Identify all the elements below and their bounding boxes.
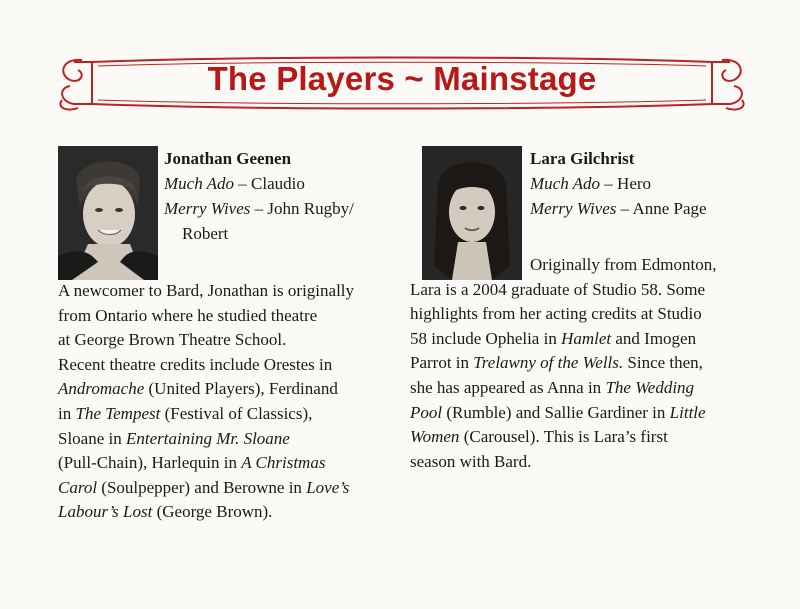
bio-text: Since then, — [623, 353, 703, 373]
role-name-continued: Robert — [182, 224, 229, 243]
page-title: The Players ~ Mainstage — [207, 60, 597, 97]
bio-text: Lara is a 2004 graduate of Studio 58. Some — [410, 279, 706, 299]
role-name: Hero — [617, 174, 652, 193]
bio-text: Recent theatre credits include Orestes in — [58, 354, 333, 374]
bio-line — [58, 451, 354, 476]
bio-italic-title: Love’s — [306, 477, 350, 497]
headshot-photo-jonathan — [58, 146, 158, 280]
bio-line — [410, 302, 717, 327]
cast-credit-lara — [530, 146, 707, 221]
bio-text: Originally from Edmonton, — [530, 255, 717, 274]
play-title: Merry Wives — [530, 199, 617, 218]
bio-line — [410, 327, 717, 352]
bio-text: (Carousel). This is Lara’s first — [459, 427, 668, 447]
bio-jonathan — [58, 279, 354, 525]
bio-text: (Soulpepper) and Berowne in — [97, 477, 307, 497]
bio-text: (United Players), Ferdinand — [144, 379, 338, 399]
bio-lara — [410, 253, 717, 474]
bio-line — [410, 253, 717, 278]
role-name: Claudio — [251, 174, 305, 193]
bio-italic-title: The Tempest — [75, 403, 161, 423]
bio-text: 58 include Ophelia in — [410, 328, 562, 348]
bio-text: highlights from her acting credits at Studio — [410, 304, 702, 324]
bio-text: and Imogen — [611, 328, 697, 348]
bio-line — [410, 351, 717, 376]
bio-line — [58, 328, 354, 353]
bio-text: in — [58, 403, 76, 423]
bio-text: A newcomer to Bard, Jonathan is originally — [58, 281, 355, 300]
role-line — [530, 196, 707, 221]
bio-line — [58, 353, 354, 378]
bio-text: Sloane in — [58, 428, 126, 448]
bio-italic-title: The Wedding — [605, 377, 695, 397]
bio-text: season with Bard. — [410, 451, 532, 471]
bio-text: from Ontario where he studied theatre — [58, 305, 318, 325]
actor-name: Jonathan Geenen — [164, 149, 292, 168]
role-separator: – — [600, 174, 618, 193]
play-title: Much Ado — [530, 174, 601, 193]
bio-italic-title: Entertaining Mr. Sloane — [126, 428, 290, 448]
role-line — [164, 196, 354, 221]
bio-text: (Pull-Chain), Harlequin in — [58, 453, 242, 473]
bio-text: (Festival of Classics), — [160, 403, 313, 423]
bio-italic-title: Carol — [58, 477, 98, 497]
actor-name: Lara Gilchrist — [530, 149, 635, 168]
bio-line — [410, 425, 717, 450]
role-separator: – — [250, 199, 268, 218]
bio-line — [58, 427, 354, 452]
role-name: John Rugby/ — [267, 199, 354, 218]
bio-italic-title: Little — [669, 402, 706, 422]
play-title: Much Ado — [164, 174, 235, 193]
bio-line — [58, 377, 354, 402]
bio-text: (George Brown). — [152, 502, 273, 522]
bio-italic-title: Labour’s Lost — [58, 502, 153, 522]
bio-text: she has appeared as Anna in — [410, 377, 606, 397]
bio-text: (Rumble) and Sallie Gardiner in — [442, 402, 670, 422]
role-line — [164, 171, 354, 196]
bio-italic-title: Andromache — [58, 379, 145, 399]
bio-text: at George Brown Theatre School. — [58, 330, 287, 350]
role-line — [530, 171, 707, 196]
bio-italic-title: Trelawny of the Wells. — [473, 353, 624, 373]
bio-line — [410, 401, 717, 426]
bio-italic-title: Pool — [410, 402, 443, 422]
bio-line — [410, 376, 717, 401]
role-separator: – — [616, 199, 633, 218]
cast-credit-jonathan — [164, 146, 354, 246]
bio-line — [410, 278, 717, 303]
role-separator: – — [234, 174, 252, 193]
bio-line — [58, 476, 354, 501]
play-title: Merry Wives — [164, 199, 251, 218]
title-banner — [52, 52, 752, 114]
bio-line — [58, 500, 354, 525]
bio-italic-title: Women — [410, 427, 460, 447]
bio-text: Parrot in — [410, 353, 474, 373]
bio-line — [410, 450, 717, 475]
role-name: Anne Page — [632, 199, 707, 218]
bio-line — [58, 304, 354, 329]
bio-italic-title: Hamlet — [561, 328, 612, 348]
bio-italic-title: A Christmas — [241, 453, 326, 473]
bio-line — [58, 402, 354, 427]
bio-line — [58, 279, 354, 304]
